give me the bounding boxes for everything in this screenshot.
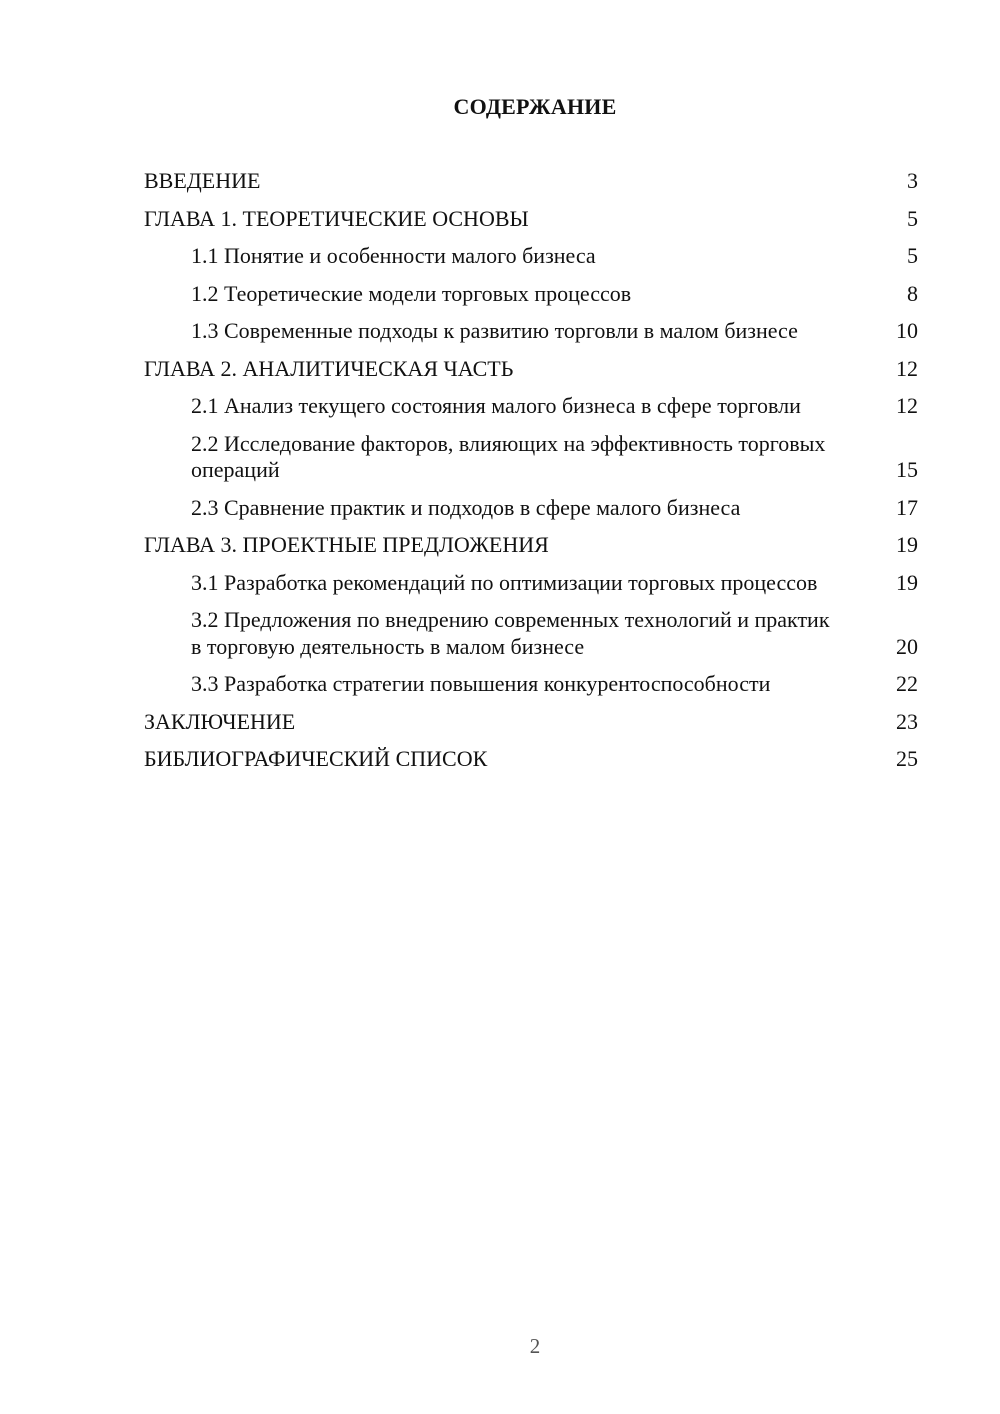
toc-entry-page: 19	[896, 532, 918, 557]
toc-entry-page: 15	[896, 457, 918, 482]
toc-entry-label: 3.2 Предложения по внедрению современных технологий и практик в торговую деятельность в малом бизнесе	[191, 607, 830, 659]
toc-entry-page: 12	[896, 393, 918, 418]
toc-entry-label: 1.1 Понятие и особенности малого бизнеса	[191, 243, 596, 268]
toc-entry-page: 10	[896, 318, 918, 343]
toc-entry-page: 25	[896, 746, 918, 771]
toc-entry-conclusion[interactable]	[144, 709, 918, 736]
toc-entry-page: 12	[896, 355, 918, 381]
toc-entry-section-3-1[interactable]	[144, 570, 918, 597]
toc-entry-page: 8	[907, 280, 918, 306]
toc-entry-introduction[interactable]	[144, 168, 918, 195]
toc-entry-page: 23	[896, 708, 918, 734]
toc-entry-bibliography[interactable]	[144, 746, 918, 773]
toc-entry-page: 20	[896, 633, 918, 659]
toc-entry-label: ЗАКЛЮЧЕНИЕ	[144, 708, 296, 734]
toc-entry-page: 5	[907, 205, 918, 231]
toc-entry-page: 17	[896, 494, 918, 520]
table-of-contents	[144, 168, 918, 784]
toc-entry-section-1-2[interactable]	[144, 281, 918, 308]
toc-entry-label: ВВЕДЕНИЕ	[144, 168, 261, 193]
toc-entry-page: 22	[896, 671, 918, 696]
toc-entry-label: 3.1 Разработка рекомендаций по оптимизации торговых процессов	[191, 569, 818, 595]
toc-entry-section-3-3[interactable]	[144, 671, 918, 698]
toc-entry-label: 1.3 Современные подходы к развитию торговли в малом бизнесе	[191, 318, 798, 343]
toc-entry-label: ГЛАВА 3. ПРОЕКТНЫЕ ПРЕДЛОЖЕНИЯ	[144, 532, 549, 557]
toc-entry-label: ГЛАВА 1. ТЕОРЕТИЧЕСКИЕ ОСНОВЫ	[144, 205, 529, 231]
toc-entry-label: ГЛАВА 2. АНАЛИТИЧЕСКАЯ ЧАСТЬ	[144, 355, 514, 381]
toc-entry-chapter-2[interactable]	[144, 356, 918, 383]
toc-entry-label: 2.2 Исследование факторов, влияющих на эффективность торговых операций	[191, 430, 826, 482]
toc-entry-section-3-2[interactable]	[144, 607, 918, 660]
toc-entry-label: 3.3 Разработка стратегии повышения конкурентоспособности	[191, 671, 771, 696]
toc-entry-page: 5	[907, 243, 918, 268]
toc-entry-label: 1.2 Теоретические модели торговых процессов	[191, 280, 632, 306]
toc-entry-page: 19	[896, 569, 918, 595]
toc-entry-label: 2.1 Анализ текущего состояния малого бизнеса в сфере торговли	[191, 393, 801, 418]
page-number: 2	[529, 1334, 541, 1358]
toc-entry-section-2-3[interactable]	[144, 495, 918, 522]
toc-entry-section-1-1[interactable]	[144, 243, 918, 270]
toc-entry-section-2-2[interactable]	[144, 431, 918, 484]
toc-entry-section-2-1[interactable]	[144, 393, 918, 420]
toc-entry-chapter-3[interactable]	[144, 532, 918, 559]
toc-entry-label: БИБЛИОГРАФИЧЕСКИЙ СПИСОК	[144, 746, 488, 771]
toc-entry-page: 3	[907, 168, 918, 193]
toc-entry-chapter-1[interactable]	[144, 206, 918, 233]
toc-entry-label: 2.3 Сравнение практик и подходов в сфере малого бизнеса	[191, 494, 741, 520]
toc-entry-section-1-3[interactable]	[144, 318, 918, 345]
page-title: СОДЕРЖАНИЕ	[453, 94, 617, 119]
